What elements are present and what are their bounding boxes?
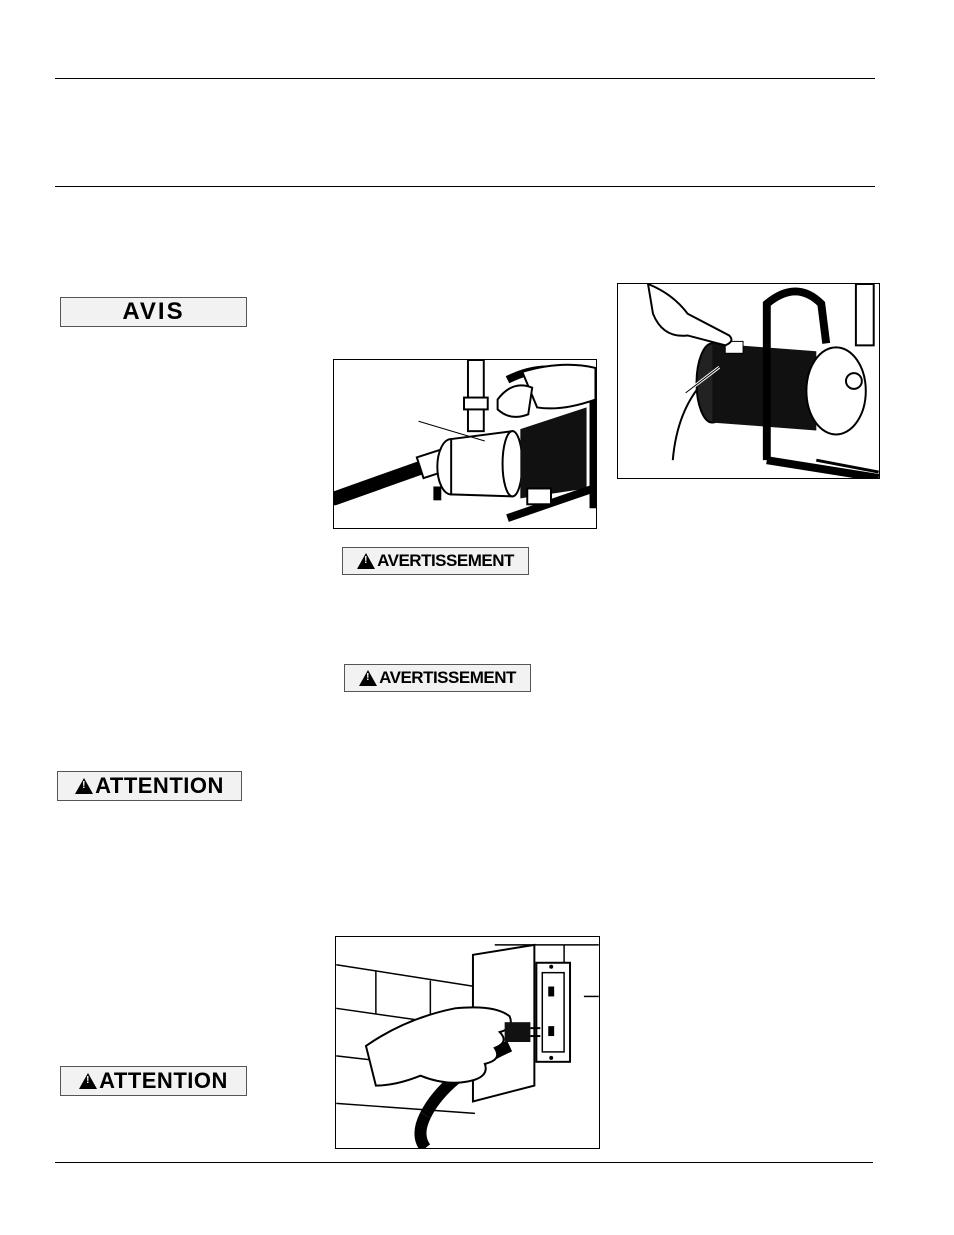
motor-switch-figure — [617, 283, 880, 479]
pump-priming-drawing — [334, 360, 596, 528]
header-rule-bottom — [55, 186, 875, 187]
warning-triangle-icon — [357, 553, 375, 569]
attention-notice-label-2 — [60, 1066, 247, 1096]
footer-rule — [55, 1162, 873, 1163]
outlet-plug-drawing — [336, 937, 599, 1148]
attention-text-1: ATTENTION — [95, 773, 224, 798]
avertissement-notice-label-2 — [344, 664, 531, 692]
header-rule-top — [55, 78, 875, 79]
avertissement-text-2: AVERTISSEMENT — [379, 668, 516, 687]
attention-text-2: ATTENTION — [99, 1068, 228, 1093]
warning-triangle-icon — [75, 778, 93, 794]
avis-notice-label — [60, 297, 247, 327]
avertissement-text-1: AVERTISSEMENT — [377, 551, 514, 570]
avertissement-notice-label-1 — [342, 547, 529, 575]
outlet-plug-figure — [335, 936, 600, 1149]
motor-switch-drawing — [618, 284, 879, 478]
warning-triangle-icon — [359, 670, 377, 686]
avis-text: AVIS — [122, 298, 185, 325]
pump-priming-figure — [333, 359, 597, 529]
warning-triangle-icon — [79, 1073, 97, 1089]
attention-notice-label-1 — [57, 771, 242, 801]
